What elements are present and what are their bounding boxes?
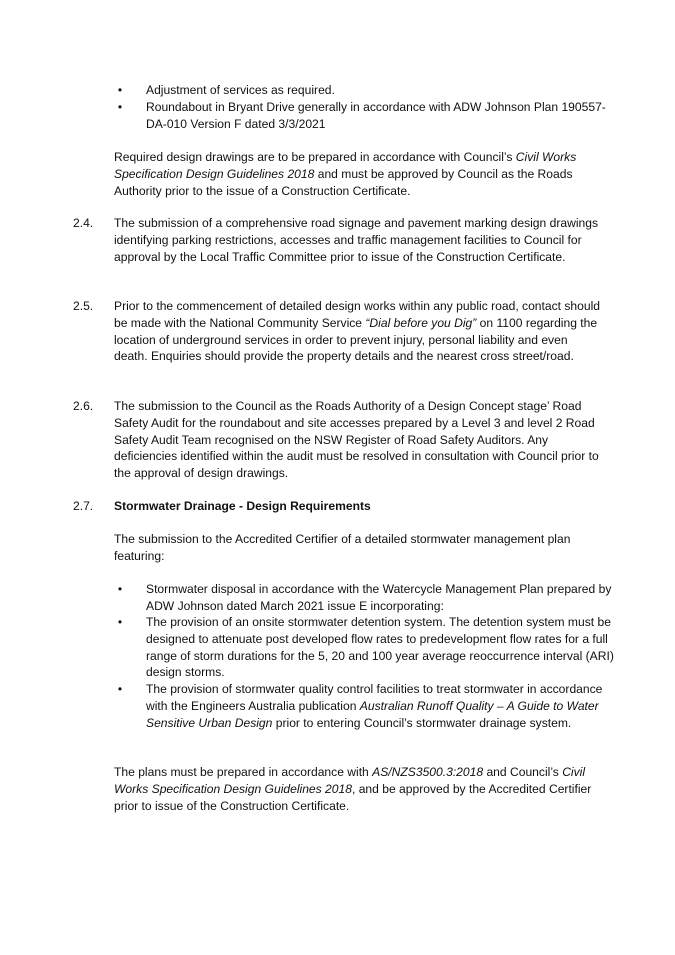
bullet-roundabout: Roundabout in Bryant Drive generally in accordance with ADW Johnson Plan 190557-DA-010 Version F dated 3/3/2021 xyxy=(146,100,606,131)
bullet-glyph: • xyxy=(117,615,123,629)
section-2-6-text: The submission to the Council as the Roads Authority of a Design Concept stage’ Road Safety Audit for the roundabout and site accesses prepared by a Level 3 and level 2 Road Safety Audit Team recognised on the NSW Register of Road Safety Auditors. Any deficiencies identified within the audit must be resolved in consultation with Council prior to the approval of design drawings. xyxy=(114,399,599,481)
bullet-quality-control: The provision of stormwater quality control facilities to treat stormwater in accordance with the Engineers Australia publication Australian Runoff Quality – A Guide to Water Sensitive Urban Design prior to entering Council’s stormwater drainage system. xyxy=(146,682,603,730)
paragraph-required-design-drawings: Required design drawings are to be prepared in accordance with Council’s Civil Works Specification Design Guidelines 2018 and must be approved by Council as the Roads Authority prior to the issue of a Construction Certificate. xyxy=(114,150,577,198)
section-2-4-text: The submission of a comprehensive road signage and pavement marking design drawings identifying parking restrictions, accesses and traffic management facilities to Council for approval by the Local Traffic Committee prior to issue of the Construction Certificate. xyxy=(114,216,599,264)
bullet-glyph: • xyxy=(117,83,123,97)
bullet-glyph: • xyxy=(117,582,123,596)
section-number-2-5: 2.5. xyxy=(73,299,94,313)
bullet-glyph: • xyxy=(117,682,123,696)
section-2-7-final-paragraph: The plans must be prepared in accordance with AS/NZS3500.3:2018 and Council’s Civil Works Specification Design Guidelines 2018, and be approved by the Accredited Certifier prior to issue of the Construction Certificate. xyxy=(114,765,592,813)
bullet-adjustment-services: Adjustment of services as required. xyxy=(146,83,335,97)
section-number-2-4: 2.4. xyxy=(73,216,94,230)
section-number-2-6: 2.6. xyxy=(73,399,94,413)
section-2-5-text: Prior to the commencement of detailed design works within any public road, contact should be made with the National Community Service “Dial before you Dig” on 1100 regarding the location of underground services in order to prevent injury, personal liability and even death. Enquiries should provide the property details and the nearest cross street/road. xyxy=(114,299,601,364)
section-number-2-7: 2.7. xyxy=(73,499,94,513)
bullet-onsite-detention: The provision of an onsite stormwater detention system. The detention system must be designed to attenuate post developed flow rates to predevelopment flow rates for a full range of storm durations for the 5, 20 and 100 year average reoccurrence interval (ARI) design storms. xyxy=(146,615,614,680)
section-2-7-heading: Stormwater Drainage - Design Requirements xyxy=(114,499,371,513)
section-2-7-intro: The submission to the Accredited Certifier of a detailed stormwater management plan featuring: xyxy=(114,532,571,563)
bullet-glyph: • xyxy=(117,100,123,114)
bullet-stormwater-disposal: Stormwater disposal in accordance with the Watercycle Management Plan prepared by ADW Johnson dated March 2021 issue E incorporating: xyxy=(146,582,612,613)
